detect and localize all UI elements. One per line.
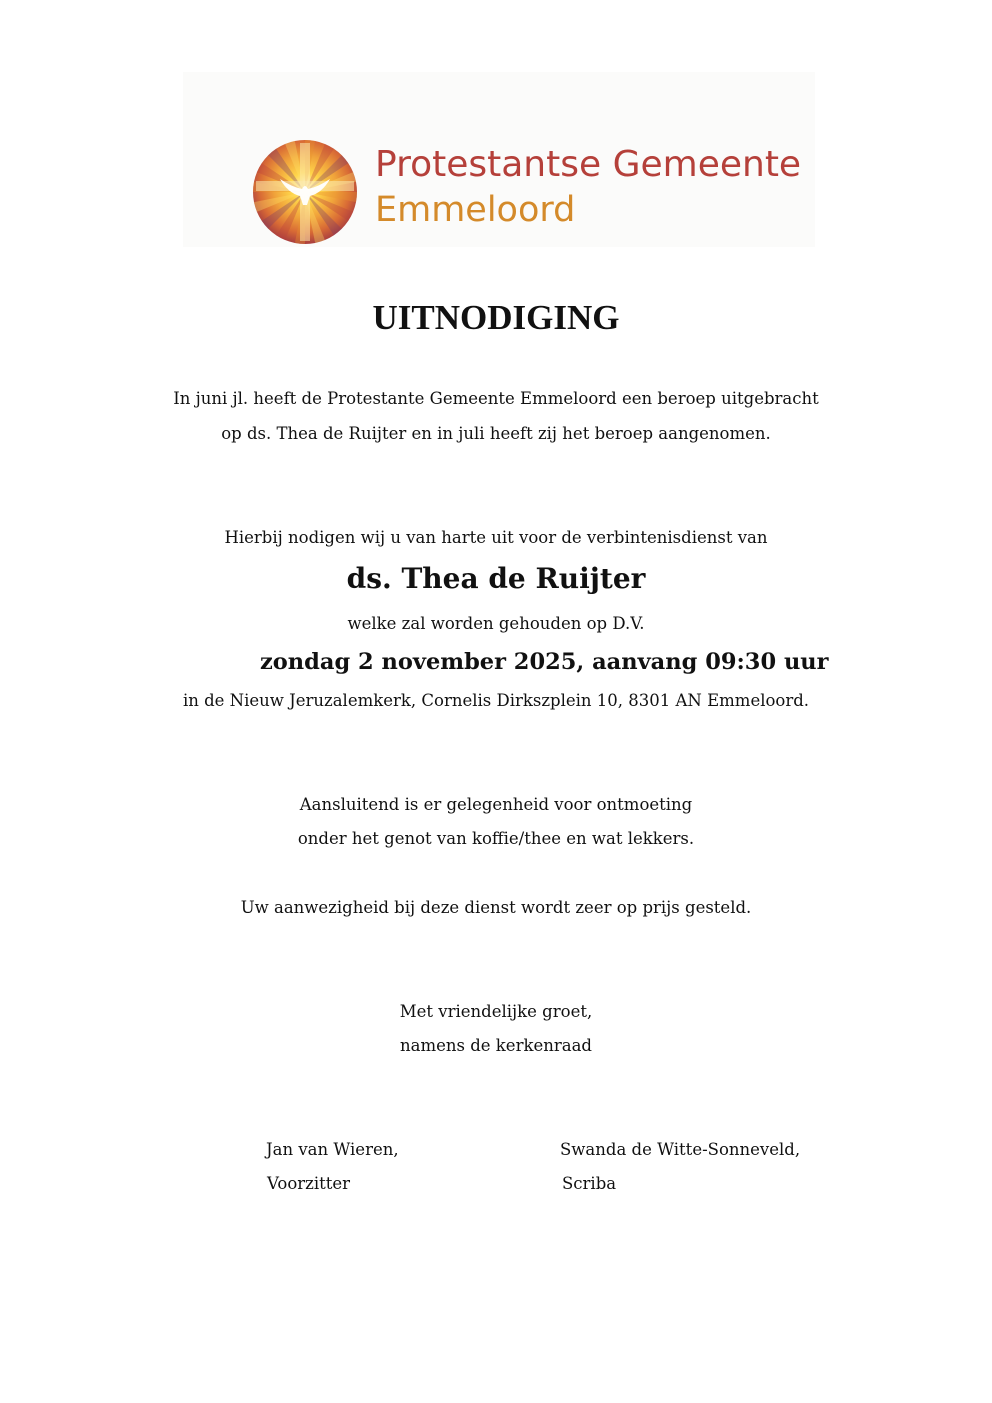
signatory-role: Scriba bbox=[562, 1174, 617, 1193]
service-held-line: welke zal worden gehouden op D.V. bbox=[347, 614, 645, 633]
service-location: in de Nieuw Jeruzalemkerk, Cornelis Dirkszplein 10, 8301 AN Emmeloord. bbox=[182, 691, 810, 710]
signatory-role: Voorzitter bbox=[267, 1174, 351, 1193]
after-line-1: Aansluitend is er gelegenheid voor ontmoeting bbox=[299, 795, 693, 814]
minister-name: ds. Thea de Ruijter bbox=[346, 562, 646, 595]
intro-line-1: In juni jl. heeft de Protestante Gemeente Emmeloord een beroep uitgebracht bbox=[173, 389, 819, 408]
invitation-line: Hierbij nodigen wij u van harte uit voor de verbintenisdienst van bbox=[224, 528, 768, 547]
logo-text-organisation: Protestantse Gemeente bbox=[375, 144, 802, 185]
service-date: zondag 2 november 2025, aanvang 09:30 uur bbox=[260, 649, 829, 675]
logo-text-place: Emmeloord bbox=[375, 190, 576, 230]
presence-line: Uw aanwezigheid bij deze dienst wordt zeer op prijs gesteld. bbox=[240, 898, 752, 917]
closing-greeting: Met vriendelijke groet, bbox=[399, 1002, 593, 1021]
page-title: UITNODIGING bbox=[372, 298, 620, 337]
after-line-2: onder het genot van koffie/thee en wat lekkers. bbox=[297, 829, 695, 848]
closing-on-behalf: namens de kerkenraad bbox=[400, 1036, 592, 1055]
church-emblem-icon bbox=[252, 139, 358, 245]
signatory-name: Jan van Wieren, bbox=[266, 1140, 399, 1159]
intro-line-2: op ds. Thea de Ruijter en in juli heeft zij het beroep aangenomen. bbox=[221, 424, 771, 443]
signatory-name: Swanda de Witte-Sonneveld, bbox=[560, 1140, 801, 1159]
